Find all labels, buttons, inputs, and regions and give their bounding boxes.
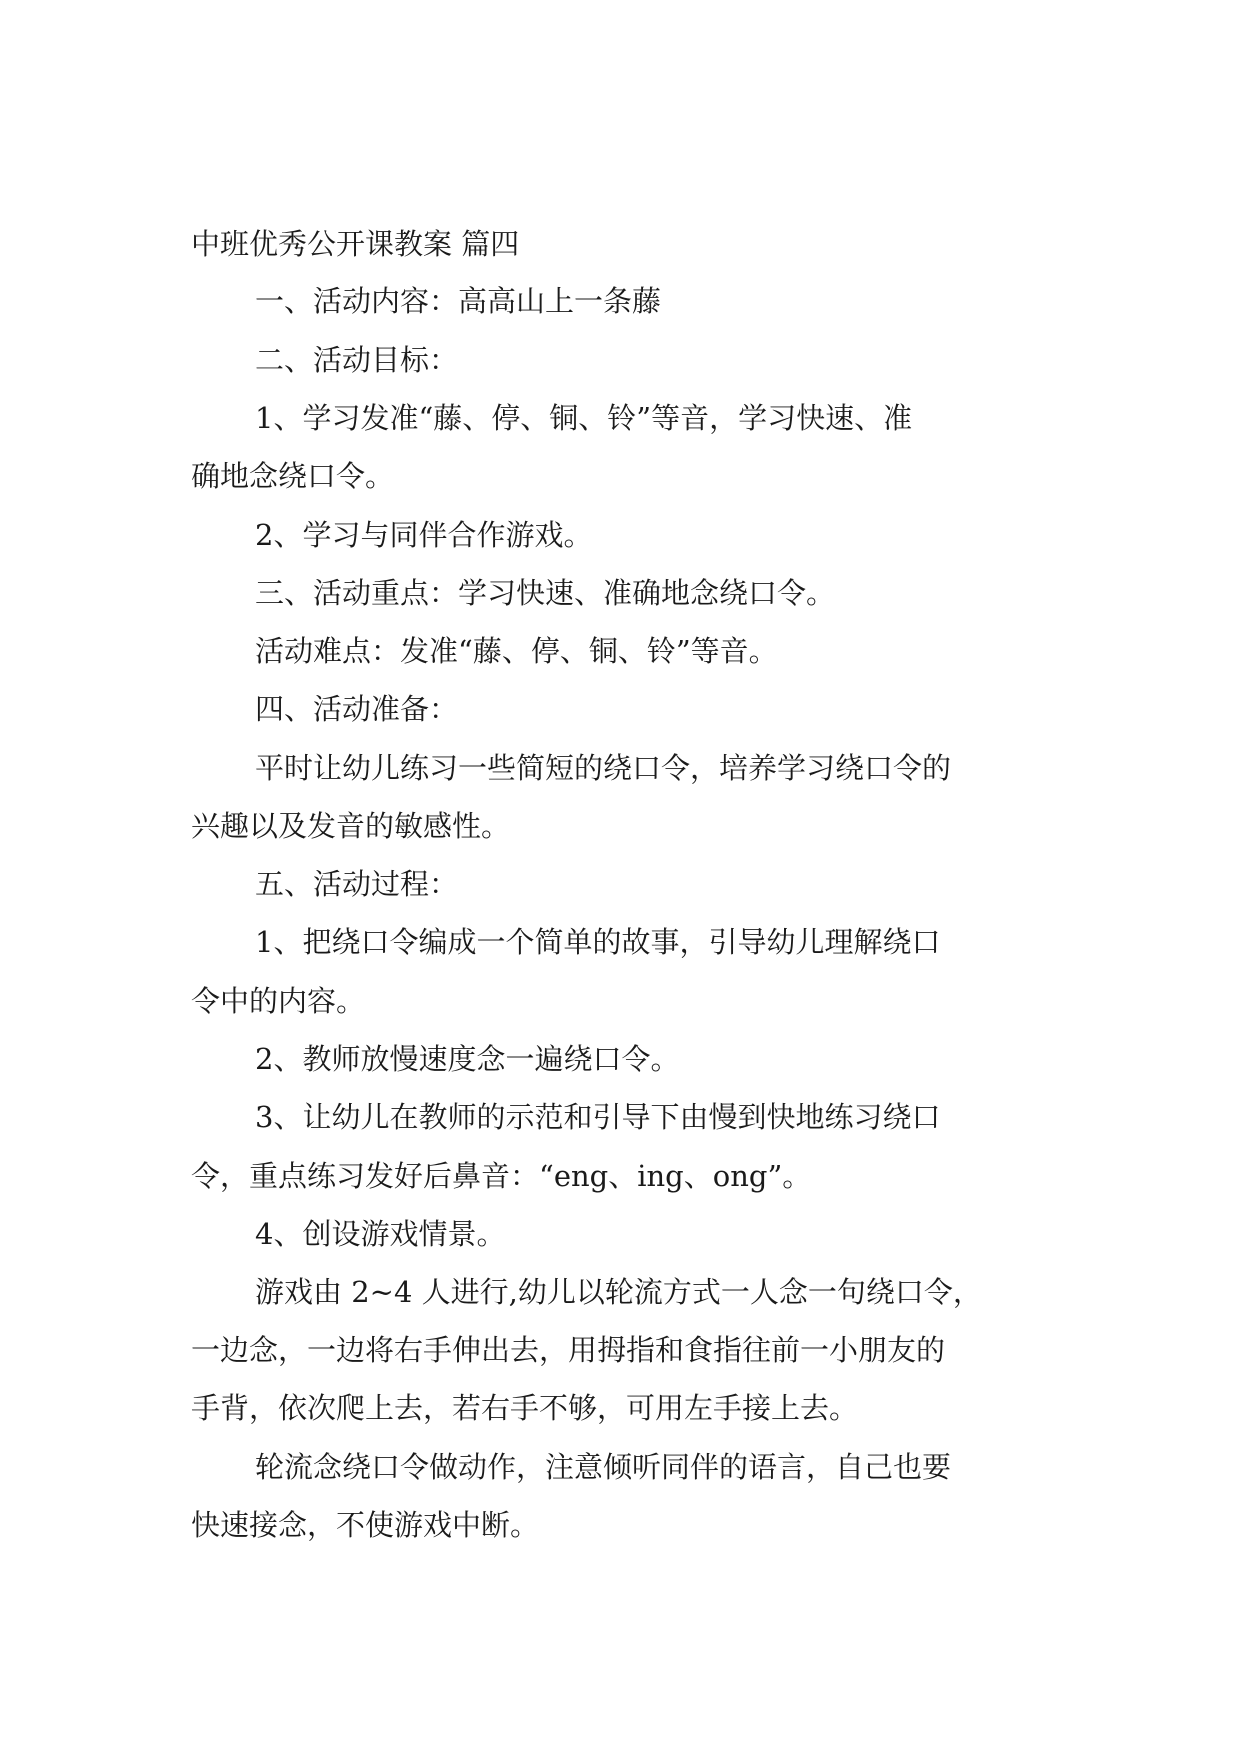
paragraph-line: 一边念，一边将右手伸出去，用拇指和食指往前一小朋友的 <box>191 1333 946 1367</box>
paragraph-line: 游戏由 2~4 人进行,幼儿以轮流方式一人念一句绕口令， <box>255 1275 982 1309</box>
paragraph-line: 令中的内容。 <box>191 984 366 1018</box>
paragraph-line: 3、让幼儿在教师的示范和引导下由慢到快地练习绕口 <box>255 1100 941 1134</box>
paragraph-line: 二、活动目标： <box>255 343 459 377</box>
document-title: 中班优秀公开课教案 篇四 <box>191 227 520 261</box>
paragraph-line: 1、学习发准“藤、停、铜、铃”等音，学习快速、准 <box>255 401 913 435</box>
paragraph-line: 手背，依次爬上去，若右手不够，可用左手接上去。 <box>191 1391 859 1425</box>
paragraph-line: 四、活动准备： <box>255 692 459 726</box>
paragraph-line: 活动难点：发准“藤、停、铜、铃”等音。 <box>255 634 778 668</box>
paragraph-line: 三、活动重点：学习快速、准确地念绕口令。 <box>255 576 836 610</box>
paragraph-line: 五、活动过程： <box>255 867 459 901</box>
paragraph-line: 确地念绕口令。 <box>191 459 395 493</box>
paragraph-line: 快速接念，不使游戏中断。 <box>191 1508 540 1542</box>
paragraph-line: 兴趣以及发音的敏感性。 <box>191 809 511 843</box>
paragraph-line: 平时让幼儿练习一些简短的绕口令，培养学习绕口令的 <box>255 751 952 785</box>
paragraph-line: 一、活动内容：高高山上一条藤 <box>255 284 662 318</box>
paragraph-line: 2、教师放慢速度念一遍绕口令。 <box>255 1042 680 1076</box>
paragraph-line: 4、创设游戏情景。 <box>255 1217 506 1251</box>
paragraph-line: 轮流念绕口令做动作，注意倾听同伴的语言，自己也要 <box>255 1450 952 1484</box>
paragraph-line: 令，重点练习发好后鼻音：“eng、ing、ong”。 <box>191 1159 812 1193</box>
paragraph-line: 1、把绕口令编成一个简单的故事，引导幼儿理解绕口 <box>255 925 941 959</box>
paragraph-line: 2、学习与同伴合作游戏。 <box>255 518 593 552</box>
